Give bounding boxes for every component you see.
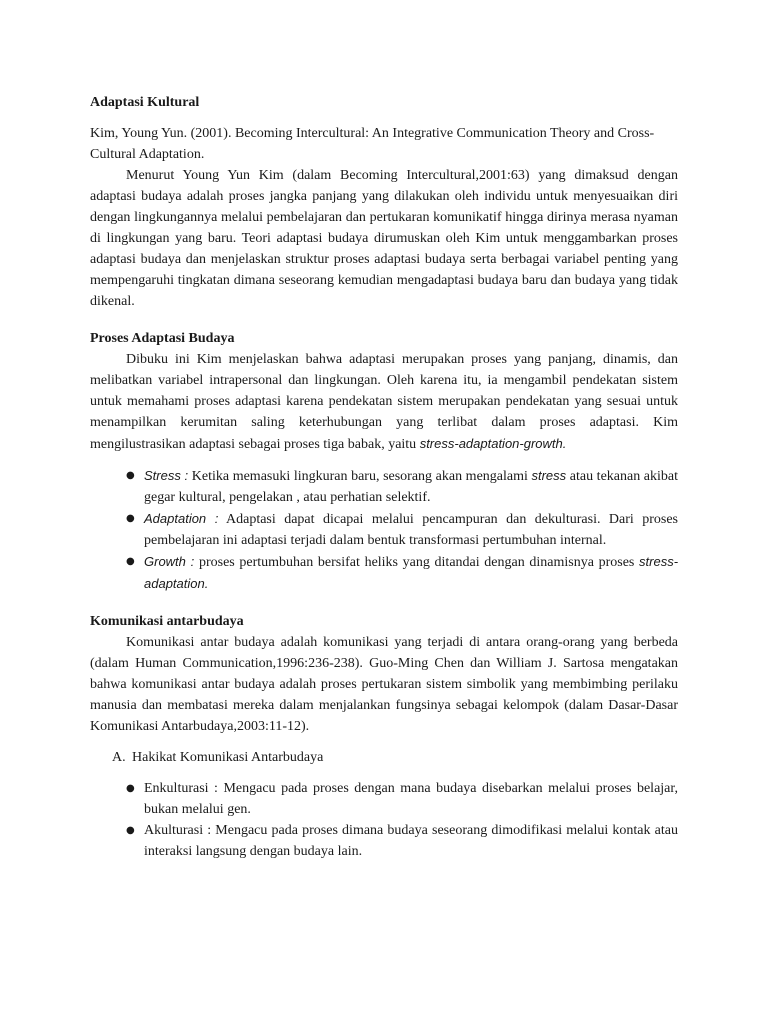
hakikat-list <box>90 778 678 862</box>
bullet-icon: ● <box>126 783 135 794</box>
bullet-icon: ● <box>126 556 135 567</box>
bullet-icon: ● <box>126 513 135 524</box>
list-item-enkulturasi: ● Enkulturasi : Mengacu pada proses dengan mana budaya disebarkan melalui proses belajar, bukan melalui gen. <box>90 778 678 820</box>
komunikasi-paragraph: Komunikasi antar budaya adalah komunikasi yang terjadi di antara orang-orang yang berbeda (dalam Human Communication,1996:236-238). Guo-Ming Chen dan William J. Sartosa mengatakan bahwa komunikasi antar budaya adalah proses pertukaran sistem simbolik yang membimbing perilaku manusia dan membatasi mereka dalam menjalankan fungsinya sebagai kelompok (dalam Dasar-Dasar Komunikasi Antarbudaya,2003:11-12). <box>90 635 678 734</box>
document-title: Adaptasi Kultural <box>90 95 200 110</box>
term-label: Growth : <box>144 554 195 569</box>
reference-citation: Kim, Young Yun. (2001). Becoming Intercultural: An Integrative Communication Theory and Cross-Cultural Adaptation. <box>90 126 655 162</box>
document-page <box>90 92 678 862</box>
list-item-akulturasi: ● Akulturasi : Mengacu pada proses dimana budaya seseorang dimodifikasi melalui kontak atau interaksi langsung dengan budaya lain. <box>90 820 678 862</box>
list-item-stress: ● Stress : Ketika memasuki lingkuran baru, sesorang akan mengalami stress atau tekanan akibat gegar kultural, pengelakan , atau perhatian selektif. <box>90 465 678 508</box>
intro-paragraph: Menurut Young Yun Kim (dalam Becoming Intercultural,2001:63) yang dimaksud dengan adaptasi budaya adalah proses jangka panjang yang dilakukan oleh individu untuk menyesuaikan diri dengan lingkungannya melalui pembelajaran dan pertukaran komunikatif hingga dirinya merasa nyaman di lingkungan yang baru. Teori adaptasi budaya dirumuskan oleh Kim untuk menggambarkan proses adaptasi budaya dan menjelaskan struktur proses adaptasi budaya serta berbagai variabel penting yang mempengaruhi tingkatan dimana seseorang kemudian mengadaptasi budaya baru dan budaya yang tidak dikenal. <box>90 168 678 309</box>
bullet-icon: ● <box>126 825 135 836</box>
section-heading-proses-adaptasi: Proses Adaptasi Budaya <box>90 331 235 346</box>
stress-adaptation-growth-term: stress-adaptation-growth. <box>419 436 567 451</box>
bullet-icon: ● <box>126 470 135 481</box>
section-heading-komunikasi: Komunikasi antarbudaya <box>90 614 244 629</box>
list-marker: A. <box>112 750 126 765</box>
subheading-hakikat: A. Hakikat Komunikasi Antarbudaya <box>90 747 678 768</box>
proses-adaptasi-paragraph: Dibuku ini Kim menjelaskan bahwa adaptasi merupakan proses yang panjang, dinamis, dan melibatkan variabel intrapersonal dan lingkungan. Oleh karena itu, ia mengambil pendekatan sistem untuk memahami proses adaptasi karena pendekatan sistem merupakan pendekatan yang sesuai untuk menampilkan kerumitan saling keterhubungan yang terlibat dalam proses adaptasi. Kim mengilustrasikan adaptasi sebagai proses tiga babak, yaitu stress-adaptation-growth. <box>90 352 678 452</box>
term-label: Adaptation : <box>144 511 219 526</box>
term-label: Stress : <box>144 468 189 483</box>
list-item-growth: ● Growth : proses pertumbuhan bersifat heliks yang ditandai dengan dinamisnya proses stress-adaptation. <box>90 551 678 595</box>
list-item-adaptation: ● Adaptation : Adaptasi dapat dicapai melalui pencampuran dan dekulturasi. Dari proses pembelajaran ini adaptasi terjadi dalam bentuk transformasi pertumbuhan internal. <box>90 508 678 551</box>
adaptation-stage-list <box>90 465 678 595</box>
